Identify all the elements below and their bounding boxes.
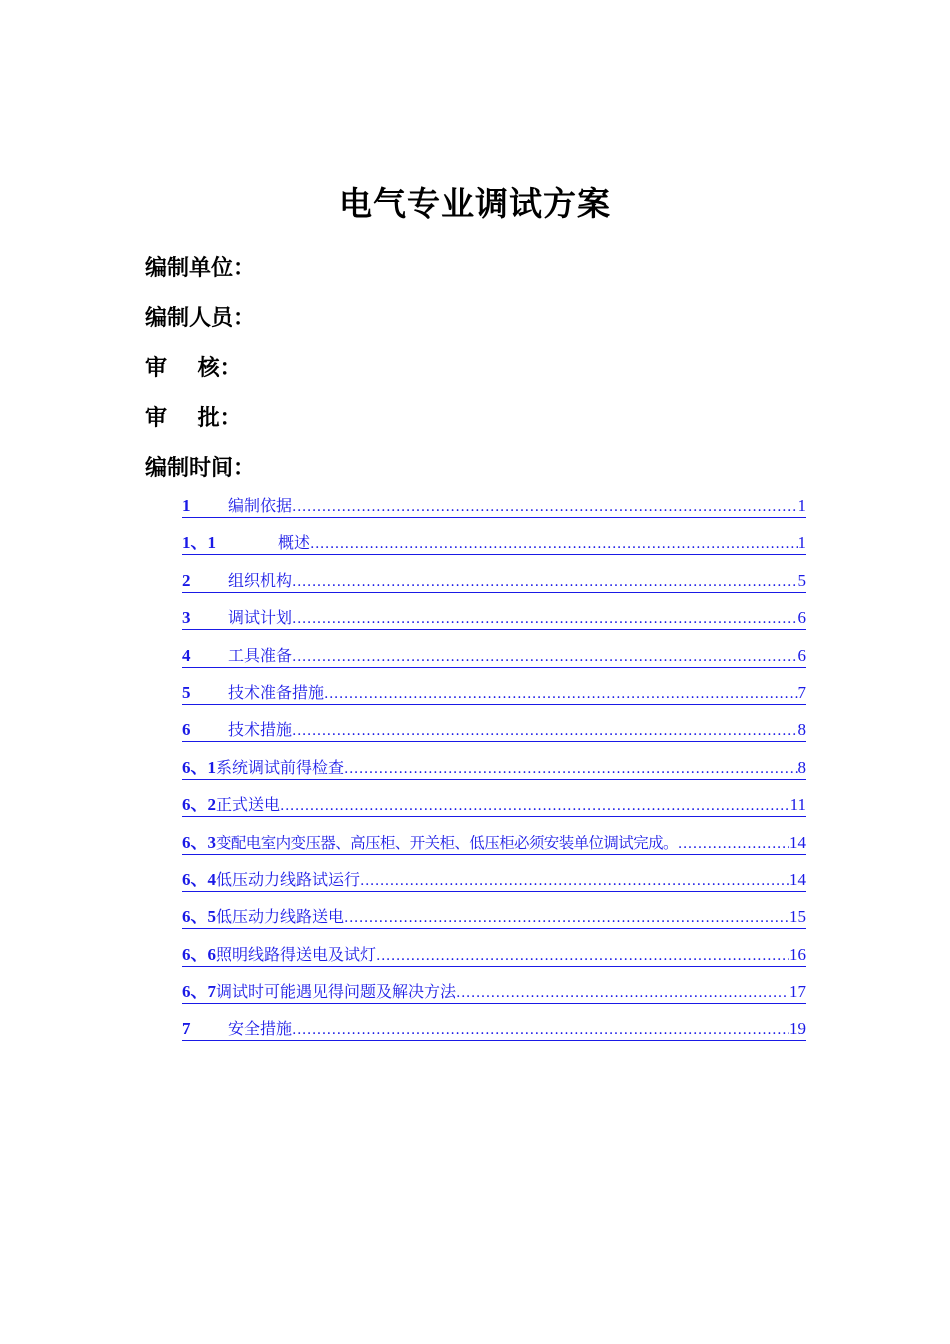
toc-entry-page: 6 <box>797 608 806 628</box>
toc-entry-page: 19 <box>789 1019 806 1039</box>
toc-dot-leader <box>292 1015 789 1045</box>
toc-entry-6-4[interactable] <box>182 865 806 902</box>
toc-dot-leader <box>376 941 789 971</box>
toc-entry-2[interactable] <box>182 566 806 603</box>
toc-entry-number: 6、2 <box>182 795 216 815</box>
toc-dot-leader <box>344 754 797 784</box>
meta-field-approve: 审 批： <box>145 406 242 431</box>
toc-entry-number: 6、7 <box>182 982 216 1002</box>
toc-entry-6-5[interactable] <box>182 902 806 939</box>
toc-entry-page: 1 <box>797 496 806 515</box>
toc-entry-page: 8 <box>797 757 806 777</box>
toc-entry-page: 1 <box>797 533 806 553</box>
toc-dot-leader <box>292 642 797 672</box>
toc-entry-page: 14 <box>789 832 806 852</box>
toc-entry-page: 15 <box>789 907 806 927</box>
toc-entry-6[interactable] <box>182 715 806 752</box>
toc-entry-number: 1 <box>182 496 191 515</box>
toc-entry-label: 技术准备措施 <box>228 682 325 702</box>
toc-entry-label: 调试计划 <box>228 608 293 628</box>
toc-dot-leader <box>292 567 797 597</box>
meta-field-date: 编制时间： <box>145 456 256 481</box>
toc-entry-number: 1、1 <box>182 533 216 553</box>
toc-dot-leader <box>344 903 789 933</box>
toc-entry-label: 变配电室内变压器、高压柜、开关柜、低压柜必须安装单位调试完成。 <box>216 833 678 852</box>
toc-entry-label: 工具准备 <box>228 645 293 665</box>
toc-entry-label: 低压动力线路送电 <box>216 907 345 927</box>
toc-entry-number: 6、3 <box>182 832 216 852</box>
toc-dot-leader <box>292 604 797 634</box>
toc-entry-7[interactable] <box>182 1014 806 1051</box>
toc-dot-leader <box>456 978 789 1008</box>
toc-entry-label: 组织机构 <box>228 570 293 590</box>
toc-entry-label: 编制依据 <box>228 496 293 515</box>
toc-entry-number: 6 <box>182 720 191 740</box>
toc-entry-number: 6、5 <box>182 907 216 927</box>
meta-field-unit: 编制单位： <box>145 256 256 281</box>
toc-entry-page: 17 <box>789 982 806 1002</box>
toc-entry-1[interactable] <box>182 491 806 528</box>
meta-field-author: 编制人员： <box>145 306 256 331</box>
toc-entry-number: 5 <box>182 682 191 702</box>
meta-fields <box>145 252 255 502</box>
toc-entry-page: 8 <box>797 720 806 740</box>
toc-entry-label: 系统调试前得检查 <box>216 757 345 777</box>
toc-entry-6-2[interactable] <box>182 790 806 827</box>
toc-dot-leader <box>678 829 789 859</box>
toc-entry-label: 低压动力线路试运行 <box>216 869 361 889</box>
toc-entry-6-7[interactable] <box>182 977 806 1014</box>
toc-dot-leader <box>292 716 797 746</box>
toc-entry-number: 6、1 <box>182 757 216 777</box>
toc-entry-6-3[interactable] <box>182 828 806 865</box>
toc-dot-leader <box>292 492 797 522</box>
toc-entry-number: 2 <box>182 570 191 590</box>
toc-entry-1-1[interactable] <box>182 528 806 565</box>
toc-entry-label: 技术措施 <box>228 720 293 740</box>
toc-entry-6-6[interactable] <box>182 940 806 977</box>
toc-dot-leader <box>360 866 789 896</box>
toc-entry-page: 5 <box>797 570 806 590</box>
toc-dot-leader <box>280 791 790 821</box>
table-of-contents <box>182 491 806 1052</box>
toc-entry-label: 调试时可能遇见得问题及解决方法 <box>216 982 457 1002</box>
document-title: 电气专业调试方案 <box>339 184 611 223</box>
toc-entry-page: 7 <box>797 682 806 702</box>
toc-entry-page: 6 <box>797 645 806 665</box>
toc-entry-number: 6、4 <box>182 869 216 889</box>
toc-entry-page: 14 <box>789 869 806 889</box>
toc-entry-number: 6、6 <box>182 944 216 964</box>
toc-entry-page: 11 <box>789 795 806 815</box>
toc-entry-number: 4 <box>182 645 191 665</box>
toc-entry-6-1[interactable] <box>182 753 806 790</box>
toc-entry-5[interactable] <box>182 678 806 715</box>
toc-entry-3[interactable] <box>182 603 806 640</box>
toc-entry-4[interactable] <box>182 641 806 678</box>
toc-entry-number: 7 <box>182 1019 191 1039</box>
meta-field-review: 审 核： <box>145 356 242 381</box>
toc-dot-leader <box>310 529 797 559</box>
toc-entry-label: 概述 <box>278 533 311 553</box>
toc-entry-page: 16 <box>789 944 806 964</box>
toc-entry-label: 正式送电 <box>216 795 281 815</box>
toc-entry-label: 照明线路得送电及试灯 <box>216 944 377 964</box>
toc-entry-label: 安全措施 <box>228 1019 293 1039</box>
toc-entry-number: 3 <box>182 608 191 628</box>
toc-dot-leader <box>324 679 797 709</box>
